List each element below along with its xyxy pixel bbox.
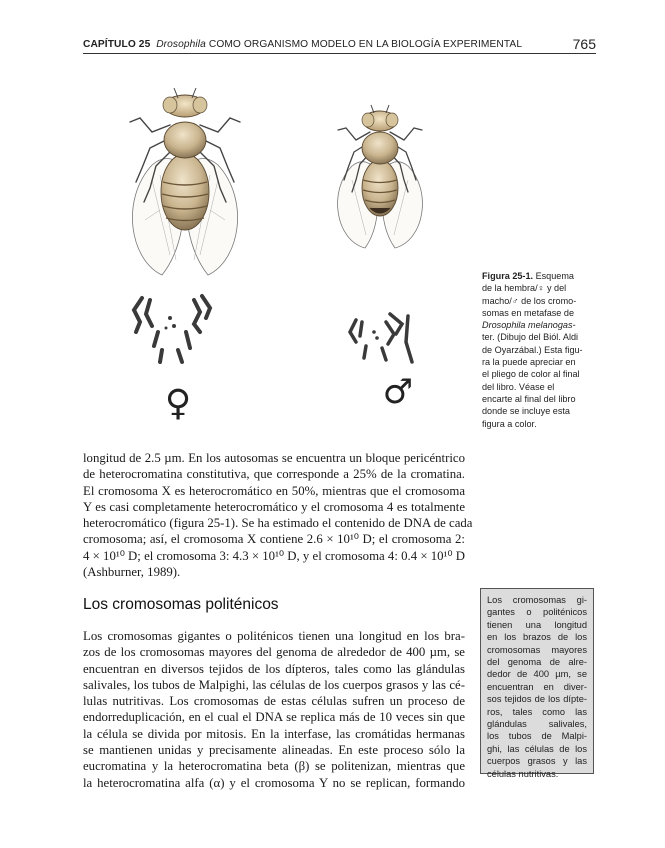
caption-line: Esquema (533, 271, 574, 281)
caption-line: macho/♂ de los cromo- (482, 295, 577, 306)
note-line: tienen una longitud (487, 619, 587, 630)
note-line: ros, tales como las (487, 706, 587, 717)
text-line: la célula se divida por mitosis. En la interfase, las cromátidas hermanas (83, 726, 465, 741)
male-chromosomes (350, 314, 412, 362)
caption-line: ter. (Dibujo del Biól. Aldi (482, 332, 579, 343)
note-line: Los cromosomas gi- (487, 595, 587, 605)
paragraph-polytene (83, 628, 465, 791)
female-symbol: ♀ (164, 383, 192, 424)
male-fly-drawing (338, 105, 423, 248)
text-line: (Ashburner, 1989). (83, 565, 181, 580)
caption-line: ra la puede apreciar en (482, 357, 576, 368)
text-line: lulas nutritivas. Los cromosomas de estas células sufren un proceso de (83, 694, 465, 709)
note-line: cromosomas mayores (487, 644, 587, 655)
header-rule (83, 53, 596, 54)
caption-line: encarte al final del libro (482, 393, 576, 404)
text-line: heterocromático (figura 25-1). Se ha estimado el contenido de DNA de cada (83, 516, 473, 531)
note-line: ghi, las células de los (487, 743, 587, 754)
caption-line: de Oyarzábal.) Esta figu- (482, 344, 583, 355)
note-line: gantes o politénicos (487, 607, 587, 618)
note-line: encuentran en diver- (487, 681, 587, 692)
text-line: zos de los cromosomas mayores del genoma de alrededor de 400 µm, se (83, 645, 465, 660)
caption-line: del libro. Véase el (482, 381, 555, 392)
figure-drosophila-illustration (90, 70, 470, 430)
text-line: El cromosoma X es heterocromático en 50%, mientras que el cromosoma (83, 483, 465, 498)
note-line: glándulas salivales, (487, 719, 587, 730)
caption-label: Figura 25-1. (482, 271, 534, 281)
note-line: del genoma de alre- (487, 657, 587, 668)
text-line: cromosoma; así, el cromosoma X contiene 2.6 × 10¹⁰ D; el cromosoma 2: (83, 532, 465, 547)
text-line: Los cromosomas gigantes o politénicos tienen una longitud en los bra- (83, 629, 465, 643)
caption-line: Drosophila melanogas- (482, 320, 576, 331)
text-line: de heterocromatina constitutiva, que corresponde a 25% de la cromatina. (83, 467, 465, 482)
female-chromosomes (134, 296, 210, 362)
note-line: cuerpos grasos y las (487, 756, 587, 767)
figure-caption (482, 270, 600, 430)
chapter-title: COMO ORGANISMO MODELO EN LA BIOLOGÍA EXPERIMENTAL (208, 39, 523, 50)
male-symbol: ♂ (382, 372, 414, 412)
note-line: células nutritivas. (487, 768, 559, 779)
text-line: 4 × 10¹⁰ D; el cromosoma 3: 4.3 × 10¹⁰ D, y el cromosoma 4: 0.4 × 10¹⁰ D (83, 548, 465, 563)
text-line: eucromatina y la heterocromatina beta (β) se politenizan, mientras que (83, 759, 465, 774)
text-line: encuentran en diversos tejidos de los dípteros, tales como las glándulas (83, 661, 465, 676)
chapter-label: CAPÍTULO 25 (83, 39, 151, 50)
text-line: se mantienen unidas y precisamente alineadas. En este proceso sólo la (83, 743, 465, 758)
note-line: en los brazos de los (487, 632, 587, 643)
note-line: dedor de 400 µm, se (487, 669, 587, 680)
note-line: sos tejidos de los dípte- (487, 694, 587, 705)
running-header (83, 35, 596, 53)
note-line: los tubos de Malpi- (487, 731, 587, 742)
caption-line: donde se incluye esta (482, 406, 570, 417)
chapter-title-italic: Drosophila (156, 39, 206, 50)
caption-line: figura a color. (482, 418, 537, 429)
text-line: endorreduplicación, en el cual el DNA se replica más de 10 veces sin que (83, 710, 465, 725)
text-line: Y es casi completamente heterocromático y el cromosoma 4 es totalmente (83, 499, 465, 514)
caption-line: el pliego de color al final (482, 369, 580, 380)
text-line: longitud de 2.5 µm. En los autosomas se encuentra un bloque pericéntrico (83, 451, 465, 465)
section-title: Los cromosomas politénicos (83, 596, 279, 613)
caption-line: somas en metafase de (482, 307, 574, 318)
margin-note-box (480, 588, 594, 779)
text-line: salivales, los tubos de Malpighi, las células de los cuerpos grasos y las cé- (83, 677, 465, 692)
female-fly-drawing (130, 88, 240, 275)
text-line: la heterocromatina alfa (α) y el cromosoma Y no se replican, formando (83, 775, 465, 790)
paragraph-heterochromatin (83, 450, 473, 580)
page-number: 765 (572, 36, 596, 52)
caption-line: de la hembra/♀ y del (482, 283, 567, 294)
chapter-heading (83, 39, 522, 50)
